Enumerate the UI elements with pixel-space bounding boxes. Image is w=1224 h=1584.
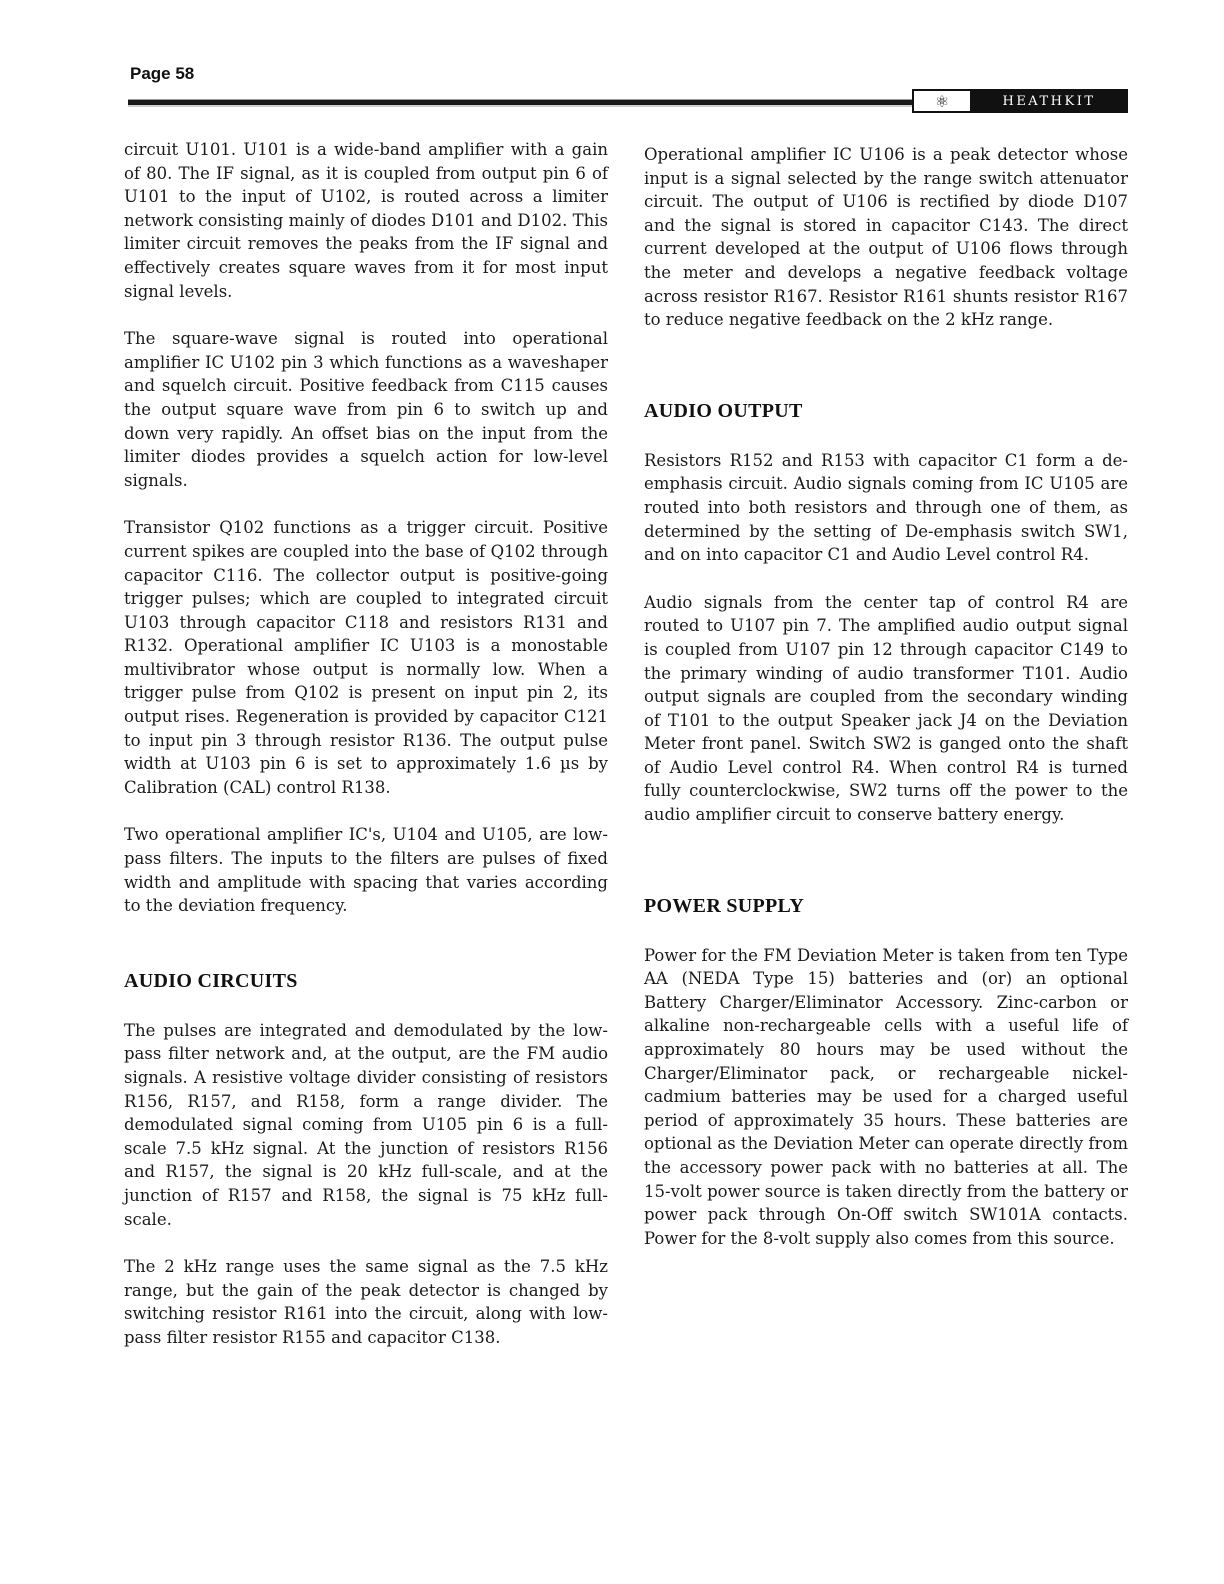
body-paragraph: circuit U101. U101 is a wide-band amplifier with a gain of 80. The IF signal, as it is coupled from output pin 6 of U101 to the input of U102, is routed across a limiter network consisting mainly of diodes D101 and D102. This limiter circuit removes the peaks from the IF signal and effectively creates square waves from it for most input signal levels.: [124, 140, 608, 301]
body-paragraph: Power for the FM Deviation Meter is taken from ten Type AA (NEDA Type 15) batteries and (or) an optional Battery Charger/Eliminator Accessory. Zinc-carbon or alkaline non-rechargeable cells with a useful life of approximately 80 hours may be used without the Charger/Eliminator pack, or rechargeable nickel-cadmium batteries may be used for a charged useful period of approximately 35 hours. These batteries are optional as the Deviation Meter can operate directly from the accessory power pack with no batteries at all. The 15-volt power source is taken directly from the battery or power pack through On-Off switch SW101A contacts. Power for the 8-volt supply also comes from this source.: [644, 945, 1128, 1248]
section-spacer: [644, 851, 1128, 895]
left-column: [124, 138, 608, 1374]
section-heading-audio-output: AUDIO OUTPUT: [644, 399, 803, 422]
section-spacer: [644, 356, 1128, 400]
body-paragraph: The square-wave signal is routed into operational amplifier IC U102 pin 3 which functions as a waveshaper and squelch circuit. Positive feedback from C115 causes the output square wave from pin 6 to switch up and down very rapidly. An offset bias on the input from the limiter diodes provides a squelch action for low-level signals.: [124, 329, 608, 490]
section-spacer: [124, 942, 608, 970]
body-paragraph: Resistors R152 and R153 with capacitor C1 form a de-emphasis circuit. Audio signals coming from IC U105 are routed into both resistors and through one of them, as determined by the setting of De-emphasis switch SW1, and on into capacitor C1 and Audio Level control R4.: [644, 450, 1128, 565]
body-paragraph: Operational amplifier IC U106 is a peak detector whose input is a signal selected by the range switch attenuator circuit. The output of U106 is rectified by diode D107 and the signal is stored in capacitor C143. The direct current developed at the output of U106 flows through the meter and develops a negative feedback voltage across resistor R167. Resistor R161 shunts resistor R167 to reduce negative feedback on the 2 kHz range.: [644, 145, 1128, 330]
heathkit-logo: [912, 89, 1128, 113]
body-paragraph: Two operational amplifier IC's, U104 and U105, are low-pass filters. The inputs to the filters are pulses of fixed width and amplitude with spacing that varies according to the deviation frequency.: [124, 825, 608, 916]
section-heading-power-supply: POWER SUPPLY: [644, 894, 805, 917]
body-paragraph: Transistor Q102 functions as a trigger circuit. Positive current spikes are coupled into the base of Q102 through capacitor C116. The collector output is positive-going trigger pulses; which are coupled to integrated circuit U103 through capacitor C118 and resistors R131 and R132. Operational amplifier IC U103 is a monostable multivibrator whose output is normally low. When a trigger pulse from Q102 is present on input pin 2, its output rises. Regeneration is provided by capacitor C121 to input pin 3 through resistor R136. The output pulse width at U103 pin 6 is set to approximately 1.6 µs by Calibration (CAL) control R138.: [124, 518, 608, 797]
body-paragraph: Audio signals from the center tap of control R4 are routed to U107 pin 7. The amplified audio output signal is coupled from U107 pin 12 through capacitor C149 to the primary winding of audio transformer T101. Audio output signals are coupled from the secondary winding of T101 to the output Speaker jack J4 on the Deviation Meter front panel. Switch SW2 is ganged onto the shaft of Audio Level control R4. When control R4 is turned fully counterclockwise, SW2 turns off the power to the audio amplifier circuit to conserve battery energy.: [644, 592, 1128, 825]
header-rule: [128, 99, 918, 107]
right-column: [644, 143, 1128, 1274]
body-paragraph: The 2 kHz range uses the same signal as the 7.5 kHz range, but the gain of the peak detector is changed by switching resistor R161 into the circuit, along with low-pass filter resistor R155 and capacitor C138.: [124, 1257, 608, 1347]
body-paragraph: The pulses are integrated and demodulated by the low-pass filter network and, at the output, are the FM audio signals. A resistive voltage divider consisting of resistors R156, R157, and R158, form a range divider. The demodulated signal coming from U105 pin 6 is a full-scale 7.5 kHz signal. At the junction of resistors R156 and R157, the signal is 20 kHz full-scale, and at the junction of R157 and R158, the signal is 75 kHz full-scale.: [124, 1020, 608, 1229]
heathkit-logo-text: HEATHKIT: [972, 91, 1126, 111]
heathkit-atom-icon: ⚛: [914, 91, 972, 111]
section-heading-audio-circuits: AUDIO CIRCUITS: [124, 969, 298, 992]
page-number: Page 58: [130, 64, 195, 83]
